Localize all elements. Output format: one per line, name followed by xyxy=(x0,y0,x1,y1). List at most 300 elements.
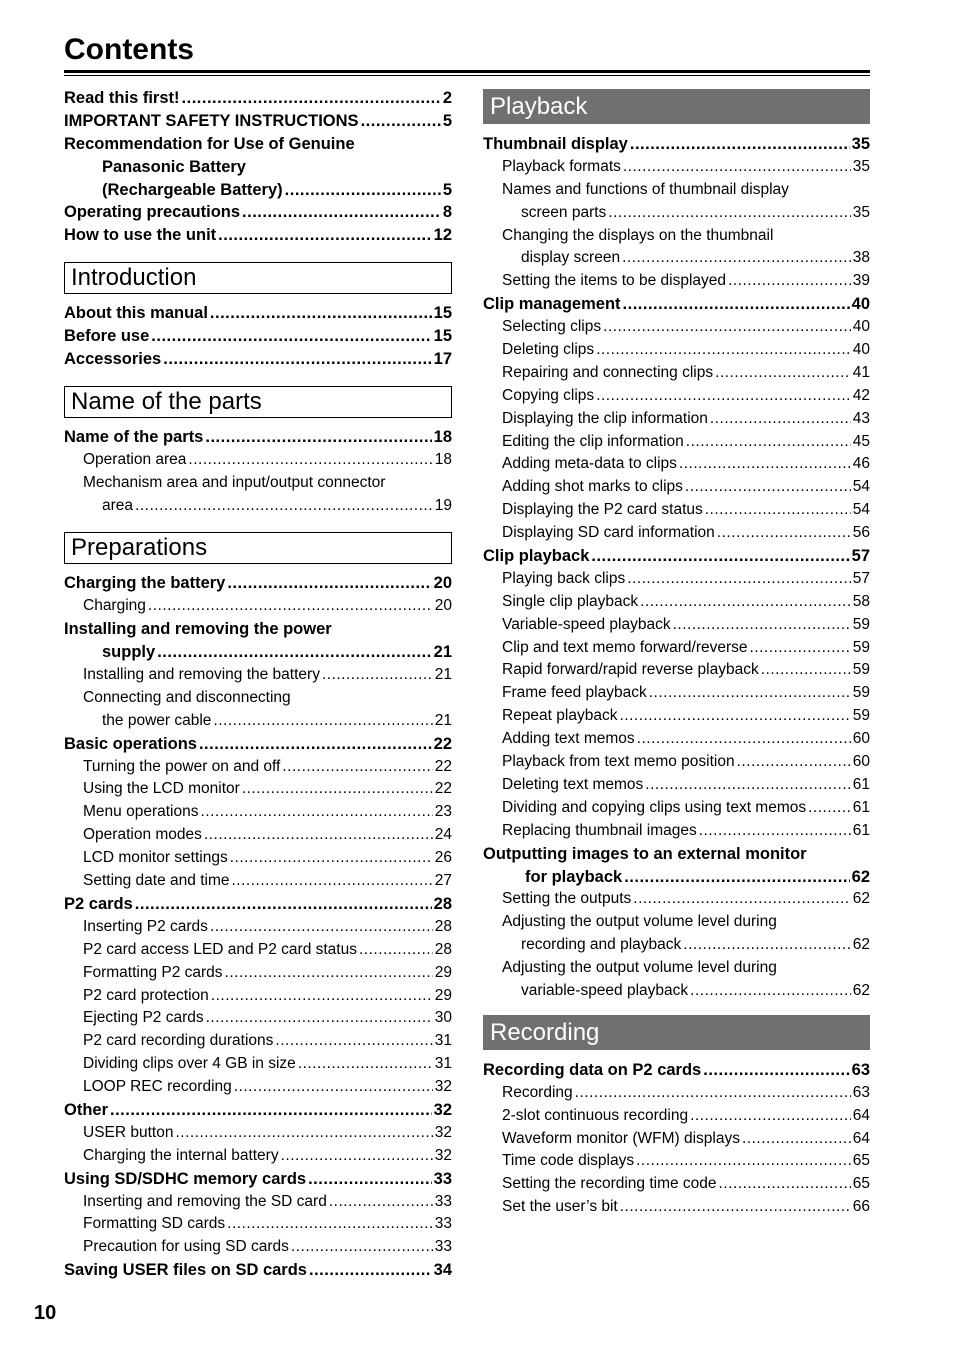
toc-entry[interactable] xyxy=(64,110,452,133)
dot-leader xyxy=(200,801,432,824)
dot-leader xyxy=(717,522,851,545)
toc-entry[interactable] xyxy=(64,156,452,179)
dot-leader xyxy=(808,797,851,820)
dot-leader xyxy=(213,710,432,733)
toc-entry[interactable] xyxy=(483,1059,870,1082)
toc-left-column xyxy=(64,87,452,1282)
toc-entry-page: 30 xyxy=(434,1009,452,1027)
toc-entry[interactable] xyxy=(64,1259,452,1282)
dot-leader xyxy=(673,614,851,637)
dot-leader xyxy=(188,449,432,472)
toc-entry[interactable] xyxy=(64,572,452,595)
dot-leader xyxy=(596,385,851,408)
dot-leader xyxy=(623,156,851,179)
dot-leader xyxy=(690,1105,851,1128)
toc-entry[interactable] xyxy=(64,939,452,962)
toc-entry[interactable] xyxy=(483,316,870,339)
toc-entry[interactable] xyxy=(483,637,870,660)
toc-entry-title: Playing back clips xyxy=(502,569,626,587)
dot-leader xyxy=(227,572,431,595)
toc-entry[interactable] xyxy=(64,733,452,756)
toc-entry[interactable] xyxy=(64,893,452,916)
toc-entry[interactable] xyxy=(64,348,452,371)
toc-entry-page: 41 xyxy=(852,363,870,381)
toc-entry[interactable] xyxy=(483,1082,870,1105)
dot-leader xyxy=(285,179,441,202)
toc-entry[interactable] xyxy=(483,385,870,408)
dot-leader xyxy=(148,595,433,618)
toc-entry-page: 22 xyxy=(434,780,452,798)
toc-entry[interactable] xyxy=(483,659,870,682)
title-rule-thin xyxy=(64,75,870,76)
toc-entry-title: Displaying SD card information xyxy=(502,524,715,542)
toc-entry[interactable] xyxy=(64,302,452,325)
toc-entry[interactable] xyxy=(483,797,870,820)
toc-entry[interactable] xyxy=(483,156,870,179)
toc-entry-title: LCD monitor settings xyxy=(83,849,228,867)
toc-entry-page: 33 xyxy=(434,1215,452,1233)
toc-entry[interactable] xyxy=(483,591,870,614)
toc-entry-page: 35 xyxy=(852,203,870,221)
toc-entry-page: 46 xyxy=(852,455,870,473)
toc-entry[interactable] xyxy=(64,847,452,870)
toc-entry-title: How to use the unit xyxy=(64,226,217,245)
toc-playback-list xyxy=(483,133,870,1003)
toc-entry[interactable] xyxy=(64,778,452,801)
toc-entry-page: 64 xyxy=(852,1106,870,1124)
toc-entry-page: 21 xyxy=(434,666,452,684)
toc-entry-title: Saving USER files on SD cards xyxy=(64,1261,307,1280)
dot-leader xyxy=(630,133,850,156)
toc-entry-page: 60 xyxy=(852,730,870,748)
toc-entry[interactable] xyxy=(64,710,452,733)
toc-entry[interactable] xyxy=(483,751,870,774)
toc-entry[interactable] xyxy=(483,1128,870,1151)
toc-entry[interactable] xyxy=(483,270,870,293)
toc-entry[interactable] xyxy=(483,362,870,385)
toc-entry-title: Clip management xyxy=(483,295,621,314)
toc-entry-title: Repairing and connecting clips xyxy=(502,363,714,381)
toc-entry-page: 18 xyxy=(434,450,452,468)
toc-entry-title: Installing and removing the power xyxy=(64,620,332,639)
section-heading-name-of-parts: Name of the parts xyxy=(64,386,452,418)
toc-entry-page: 20 xyxy=(434,597,452,615)
toc-entry[interactable] xyxy=(64,472,452,495)
toc-entry-title: Editing the clip information xyxy=(502,432,684,450)
toc-entry-page: 59 xyxy=(852,684,870,702)
toc-entry-page: 65 xyxy=(852,1175,870,1193)
toc-entry[interactable] xyxy=(483,888,870,911)
toc-entry-page: 40 xyxy=(852,318,870,336)
toc-entry-page: 34 xyxy=(433,1261,452,1280)
toc-entry-page: 15 xyxy=(433,327,452,346)
toc-entry-title: Displaying the P2 card status xyxy=(502,501,703,519)
dot-leader xyxy=(627,568,851,591)
toc-entry-page: 54 xyxy=(852,501,870,519)
dot-leader xyxy=(135,893,432,916)
toc-entry-title: Clip playback xyxy=(483,547,590,566)
toc-entry[interactable] xyxy=(64,1099,452,1122)
toc-entry-title: (Rechargeable Battery) xyxy=(102,180,283,199)
toc-entry-page: 23 xyxy=(434,803,452,821)
dot-leader xyxy=(275,1030,432,1053)
toc-entry-title: display screen xyxy=(521,249,621,267)
toc-entry[interactable] xyxy=(483,522,870,545)
toc-entry[interactable] xyxy=(64,1053,452,1076)
dot-leader xyxy=(205,426,431,449)
toc-entry-page: 12 xyxy=(433,226,452,245)
toc-entry[interactable] xyxy=(483,247,870,270)
dot-leader xyxy=(309,1259,432,1282)
dot-leader xyxy=(322,664,433,687)
toc-entry-title: Setting the recording time code xyxy=(502,1175,717,1193)
dot-leader xyxy=(291,1236,433,1259)
toc-entry-title: Read this first! xyxy=(64,89,180,107)
dot-leader xyxy=(218,224,431,247)
toc-entry-title: Charging the battery xyxy=(64,574,226,593)
toc-entry-title: Other xyxy=(64,1100,109,1119)
toc-entry-page: 65 xyxy=(852,1152,870,1170)
dot-leader xyxy=(329,1191,433,1214)
toc-entry-title: Before use xyxy=(64,327,150,346)
toc-entry-page: 59 xyxy=(852,707,870,725)
toc-entry[interactable] xyxy=(483,202,870,225)
toc-entry[interactable] xyxy=(483,957,870,980)
section-heading-recording: Recording xyxy=(483,1015,870,1050)
dot-leader xyxy=(175,1122,432,1145)
dot-leader xyxy=(690,980,851,1003)
toc-entry[interactable] xyxy=(64,224,452,247)
toc-entry[interactable] xyxy=(483,476,870,499)
toc-entry[interactable] xyxy=(64,325,452,348)
toc-entry-title: Single clip playback xyxy=(502,592,639,610)
toc-entry-page: 32 xyxy=(434,1146,452,1164)
toc-entry-title: P2 card recording durations xyxy=(83,1032,274,1050)
toc-entry-title: Ejecting P2 cards xyxy=(83,1009,204,1027)
toc-entry-page: 24 xyxy=(434,826,452,844)
toc-entry-title: Charging the internal battery xyxy=(83,1146,279,1164)
toc-entry-page: 35 xyxy=(852,157,870,175)
toc-entry-title: Clip and text memo forward/reverse xyxy=(502,638,748,656)
dot-leader xyxy=(705,499,851,522)
toc-entry[interactable] xyxy=(483,1150,870,1173)
toc-entry-page: 33 xyxy=(433,1169,452,1188)
toc-entry[interactable] xyxy=(483,820,870,843)
dot-leader xyxy=(596,339,851,362)
toc-entry[interactable] xyxy=(483,1173,870,1196)
dot-leader xyxy=(135,495,433,518)
toc-entry-title: Deleting text memos xyxy=(502,775,644,793)
toc-entry[interactable] xyxy=(64,133,452,156)
page-number: 10 xyxy=(34,1302,57,1324)
toc-entry-page: 66 xyxy=(852,1198,870,1216)
dot-leader xyxy=(575,1082,851,1105)
toc-entry-page: 31 xyxy=(434,1055,452,1073)
dot-leader xyxy=(230,847,433,870)
toc-entry[interactable] xyxy=(64,1168,452,1191)
toc-entry-title: Mechanism area and input/output connector xyxy=(83,473,386,491)
toc-entry-title: Adjusting the output volume level during xyxy=(502,959,777,977)
toc-entry[interactable] xyxy=(64,449,452,472)
toc-entry[interactable] xyxy=(483,705,870,728)
toc-entry[interactable] xyxy=(483,1105,870,1128)
toc-entry-title: Dividing clips over 4 GB in size xyxy=(83,1055,296,1073)
toc-entry[interactable] xyxy=(64,87,452,110)
toc-entry-title: Replacing thumbnail images xyxy=(502,821,697,839)
toc-entry-title: Copying clips xyxy=(502,386,595,404)
toc-entry-page: 56 xyxy=(852,524,870,542)
toc-entry[interactable] xyxy=(483,843,870,866)
toc-entry[interactable] xyxy=(483,179,870,202)
toc-entry-page: 27 xyxy=(434,872,452,890)
toc-entry-title: Set the user’s bit xyxy=(502,1198,618,1216)
dot-leader xyxy=(359,939,433,962)
toc-entry-title: Recording data on P2 cards xyxy=(483,1060,702,1079)
dot-leader xyxy=(686,431,851,454)
dot-leader xyxy=(204,824,433,847)
toc-entry-title: Adding meta-data to clips xyxy=(502,455,677,473)
toc-entry-title: for playback xyxy=(525,867,623,886)
toc-entry-page: 40 xyxy=(851,295,870,314)
toc-entry[interactable] xyxy=(483,133,870,156)
toc-entry[interactable] xyxy=(483,934,870,957)
toc-entry[interactable] xyxy=(64,201,452,224)
toc-entry-page: 54 xyxy=(852,478,870,496)
toc-entry[interactable] xyxy=(64,824,452,847)
toc-entry[interactable] xyxy=(64,985,452,1008)
toc-front-matter-list xyxy=(64,87,452,247)
toc-entry[interactable] xyxy=(64,870,452,893)
toc-entry-page: 40 xyxy=(852,341,870,359)
dot-leader xyxy=(608,202,850,225)
toc-entry-page: 45 xyxy=(852,432,870,450)
toc-entry-title: Deleting clips xyxy=(502,341,595,359)
toc-entry-title: variable-speed playback xyxy=(521,981,689,999)
dot-leader xyxy=(703,1059,849,1082)
toc-entry-page: 26 xyxy=(434,849,452,867)
toc-entry-title: IMPORTANT SAFETY INSTRUCTIONS xyxy=(64,111,359,130)
dot-leader xyxy=(750,637,851,660)
toc-entry-title: Rapid forward/rapid reverse playback xyxy=(502,661,759,679)
dot-leader xyxy=(645,774,850,797)
toc-entry[interactable] xyxy=(483,568,870,591)
title-rule xyxy=(64,70,870,73)
toc-entry-title: Operating precautions xyxy=(64,203,241,222)
toc-entry[interactable] xyxy=(64,916,452,939)
dot-leader xyxy=(620,1196,851,1219)
toc-entry[interactable] xyxy=(483,431,870,454)
dot-leader xyxy=(242,201,441,224)
dot-leader xyxy=(206,1007,433,1030)
toc-entry-title: Recording xyxy=(502,1083,573,1101)
toc-entry-title: Playback formats xyxy=(502,157,621,175)
toc-entry-page: 59 xyxy=(852,638,870,656)
toc-entry-title: Panasonic Battery xyxy=(102,157,246,176)
toc-recording-list xyxy=(483,1059,870,1219)
toc-entry-title: Accessories xyxy=(64,350,162,369)
page-title: Contents xyxy=(64,33,194,66)
toc-entry-title: Repeat playback xyxy=(502,707,618,725)
section-heading-preparations: Preparations xyxy=(64,532,452,564)
toc-entry-title: P2 card protection xyxy=(83,986,209,1004)
toc-entry-title: Frame feed playback xyxy=(502,684,647,702)
dot-leader xyxy=(361,110,441,133)
toc-entry-title: LOOP REC recording xyxy=(83,1078,232,1096)
dot-leader xyxy=(619,705,850,728)
dot-leader xyxy=(715,362,851,385)
toc-entry[interactable] xyxy=(64,1122,452,1145)
toc-entry-title: Formatting P2 cards xyxy=(83,963,223,981)
toc-entry[interactable] xyxy=(64,426,452,449)
toc-entry[interactable] xyxy=(64,1213,452,1236)
dot-leader xyxy=(281,1145,433,1168)
toc-preparations-list xyxy=(64,572,452,1282)
toc-entry[interactable] xyxy=(483,614,870,637)
dot-leader xyxy=(163,348,431,371)
toc-entry-title: Basic operations xyxy=(64,734,197,753)
toc-entry[interactable] xyxy=(483,293,870,316)
toc-entry-page: 42 xyxy=(852,386,870,404)
dot-leader xyxy=(742,1128,851,1151)
dot-leader xyxy=(737,751,851,774)
toc-entry-page: 38 xyxy=(852,249,870,267)
toc-entry[interactable] xyxy=(483,339,870,362)
toc-entry[interactable] xyxy=(64,1030,452,1053)
dot-leader xyxy=(151,325,431,348)
dot-leader xyxy=(699,820,851,843)
toc-entry-title: Inserting and removing the SD card xyxy=(83,1192,327,1210)
toc-entry[interactable] xyxy=(64,641,452,664)
toc-entry[interactable] xyxy=(64,179,452,202)
toc-entry-title: Inserting P2 cards xyxy=(83,917,208,935)
toc-entry-title: Selecting clips xyxy=(502,318,602,336)
toc-entry[interactable] xyxy=(64,495,452,518)
dot-leader xyxy=(282,756,432,779)
toc-entry-page: 43 xyxy=(852,409,870,427)
toc-entry[interactable] xyxy=(64,756,452,779)
toc-entry-page: 19 xyxy=(434,496,452,514)
toc-entry-title: Adjusting the output volume level during xyxy=(502,913,777,931)
dot-leader xyxy=(591,545,849,568)
dot-leader xyxy=(242,778,433,801)
toc-entry[interactable] xyxy=(483,499,870,522)
dot-leader xyxy=(636,1150,851,1173)
dot-leader xyxy=(227,1213,433,1236)
toc-entry-title: About this manual xyxy=(64,304,208,323)
toc-introduction-list xyxy=(64,302,452,371)
toc-entry-page: 61 xyxy=(852,775,870,793)
section-heading-introduction: Introduction xyxy=(64,262,452,294)
dot-leader xyxy=(624,866,849,889)
toc-entry[interactable] xyxy=(483,453,870,476)
toc-entry-page: 22 xyxy=(434,757,452,775)
toc-entry[interactable] xyxy=(483,911,870,934)
toc-entry-title: Menu operations xyxy=(83,803,199,821)
toc-entry[interactable] xyxy=(483,545,870,568)
toc-entry-title: Time code displays xyxy=(502,1152,635,1170)
toc-entry-title: Adding shot marks to clips xyxy=(502,478,683,496)
toc-entry[interactable] xyxy=(483,980,870,1003)
dot-leader xyxy=(719,1173,851,1196)
dot-leader xyxy=(622,247,851,270)
toc-entry-page: 62 xyxy=(852,936,870,954)
toc-entry[interactable] xyxy=(483,408,870,431)
dot-leader xyxy=(234,1076,433,1099)
toc-entry[interactable] xyxy=(64,1007,452,1030)
toc-entry[interactable] xyxy=(64,1236,452,1259)
toc-entry-page: 5 xyxy=(442,180,452,199)
toc-entry[interactable] xyxy=(483,774,870,797)
toc-entry[interactable] xyxy=(483,225,870,248)
toc-entry-page: 28 xyxy=(433,894,452,913)
dot-leader xyxy=(761,659,851,682)
toc-entry[interactable] xyxy=(64,1145,452,1168)
toc-entry[interactable] xyxy=(483,866,870,889)
toc-entry-title: Changing the displays on the thumbnail xyxy=(502,226,774,244)
toc-entry-title: Operation area xyxy=(83,450,187,468)
toc-entry[interactable] xyxy=(64,1191,452,1214)
toc-entry[interactable] xyxy=(483,1196,870,1219)
dot-leader xyxy=(685,476,851,499)
toc-entry[interactable] xyxy=(64,962,452,985)
toc-entry-page: 62 xyxy=(852,890,870,908)
toc-entry-page: 8 xyxy=(442,203,452,222)
toc-entry-page: 57 xyxy=(852,569,870,587)
dot-leader xyxy=(210,916,433,939)
toc-entry-title: Turning the power on and off xyxy=(83,757,281,775)
toc-entry-title: Connecting and disconnecting xyxy=(83,688,291,706)
toc-entry-title: Recommendation for Use of Genuine xyxy=(64,134,355,153)
toc-entry[interactable] xyxy=(64,595,452,618)
toc-entry[interactable] xyxy=(64,687,452,710)
toc-entry-page: 17 xyxy=(433,350,452,369)
toc-entry[interactable] xyxy=(64,618,452,641)
toc-entry-title: Dividing and copying clips using text memos xyxy=(502,798,807,816)
toc-entry-title: recording and playback xyxy=(521,936,682,954)
toc-entry-title: Formatting SD cards xyxy=(83,1215,226,1233)
toc-entry-page: 63 xyxy=(851,1060,870,1079)
dot-leader xyxy=(728,270,851,293)
toc-entry-title: USER button xyxy=(83,1123,174,1141)
dot-leader xyxy=(110,1099,432,1122)
dot-leader xyxy=(225,962,433,985)
toc-entry-page: 28 xyxy=(434,917,452,935)
toc-entry-page: 57 xyxy=(851,547,870,566)
toc-entry[interactable] xyxy=(64,664,452,687)
toc-entry[interactable] xyxy=(64,1076,452,1099)
dot-leader xyxy=(623,293,850,316)
toc-entry-page: 29 xyxy=(434,963,452,981)
toc-entry-page: 29 xyxy=(434,986,452,1004)
toc-entry-title: Setting the outputs xyxy=(502,890,632,908)
toc-entry-page: 32 xyxy=(434,1078,452,1096)
dot-leader xyxy=(633,888,850,911)
toc-entry-page: 33 xyxy=(434,1238,452,1256)
toc-entry-title: Charging xyxy=(83,597,146,615)
dot-leader xyxy=(637,728,851,751)
toc-entry-title: Using the LCD monitor xyxy=(83,780,240,798)
dot-leader xyxy=(683,934,850,957)
toc-entry-page: 22 xyxy=(433,734,452,753)
toc-entry-title: Setting the items to be displayed xyxy=(502,272,727,290)
dot-leader xyxy=(649,682,851,705)
toc-entry[interactable] xyxy=(483,728,870,751)
toc-entry[interactable] xyxy=(483,682,870,705)
toc-entry-page: 18 xyxy=(433,427,452,446)
dot-leader xyxy=(211,985,433,1008)
toc-entry[interactable] xyxy=(64,801,452,824)
dot-leader xyxy=(679,453,851,476)
